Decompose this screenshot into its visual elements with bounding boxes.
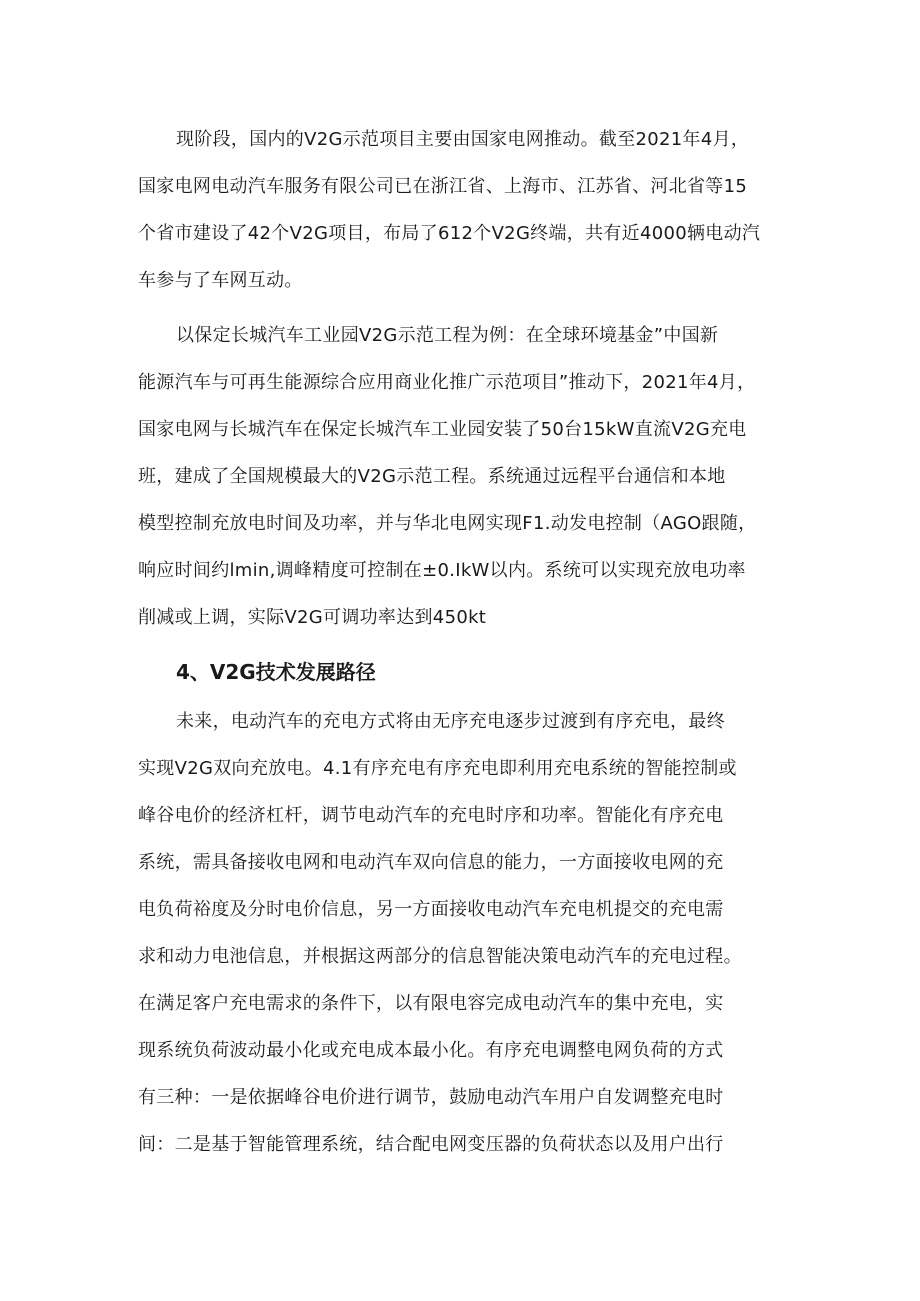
paragraph-1-line-1: 现阶段，国内的V2G示范项目主要由国家电网推动。截至2021年4月， [176,129,750,150]
paragraph-3-line-8: 现系统负荷波动最小化或充电成本最小化。有序充电调整电网负荷的方式 [138,1040,724,1061]
paragraph-3-line-3: 峰谷电价的经济杠杆，调节电动汽车的充电时序和功率。智能化有序充电 [138,805,724,826]
paragraph-2-line-1: 以保定长城汽车工业园V2G示范工程为例：在全球环境基金”中国新 [176,325,719,346]
paragraph-3-line-1: 未来，电动汽车的充电方式将由无序充电逐步过渡到有序充电，最终 [176,711,725,732]
paragraph-2-line-5: 模型控制充放电时间及功率，并与华北电网实现F1.动发电控制（AGO跟随， [138,513,757,534]
paragraph-2-line-6: 响应时间约lmin,调峰精度可控制在±0.IkW以内。系统可以实现充放电功率 [138,560,746,581]
paragraph-2-line-7: 削减或上调，实际V2G可调功率达到450kt [138,607,487,628]
paragraph-2-line-2: 能源汽车与可再生能源综合应用商业化推广示范项目”推动下，2021年4月， [138,372,756,393]
paragraph-1-line-4: 车参与了车网互动。 [138,270,303,291]
paragraph-3-line-5: 电负荷裕度及分时电价信息，另一方面接收电动汽车充电机提交的充电需 [138,899,724,920]
paragraph-2-line-4: 班，建成了全国规模最大的V2G示范工程。系统通过远程平台通信和本地 [138,466,726,487]
section-heading: 4、V2G技术发展路径 [176,660,376,684]
paragraph-3-line-6: 求和动力电池信息，并根据这两部分的信息智能决策电动汽车的充电过程。 [138,946,742,967]
paragraph-3-line-9: 有三种：一是依据峰谷电价进行调节，鼓励电动汽车用户自发调整充电时 [138,1087,724,1108]
paragraph-3-line-2: 实现V2G双向充放电。4.1有序充电有序充电即利用充电系统的智能控制或 [138,758,737,779]
paragraph-1-line-2: 国家电网电动汽车服务有限公司已在浙江省、上海市、江苏省、河北省等15 [138,176,748,197]
paragraph-3-line-10: 间：二是基于智能管理系统，结合配电网变压器的负荷状态以及用户出行 [138,1134,724,1155]
paragraph-3-line-7: 在满足客户充电需求的条件下，以有限电容完成电动汽车的集中充电，实 [138,993,724,1014]
paragraph-3-line-4: 系统，需具备接收电网和电动汽车双向信息的能力，一方面接收电网的充 [138,852,724,873]
paragraph-2-line-3: 国家电网与长城汽车在保定长城汽车工业园安装了50台15kW直流V2G充电 [138,419,747,440]
paragraph-1-line-3: 个省市建设了42个V2G项目，布局了612个V2G终端，共有近4000辆电动汽 [138,223,761,244]
